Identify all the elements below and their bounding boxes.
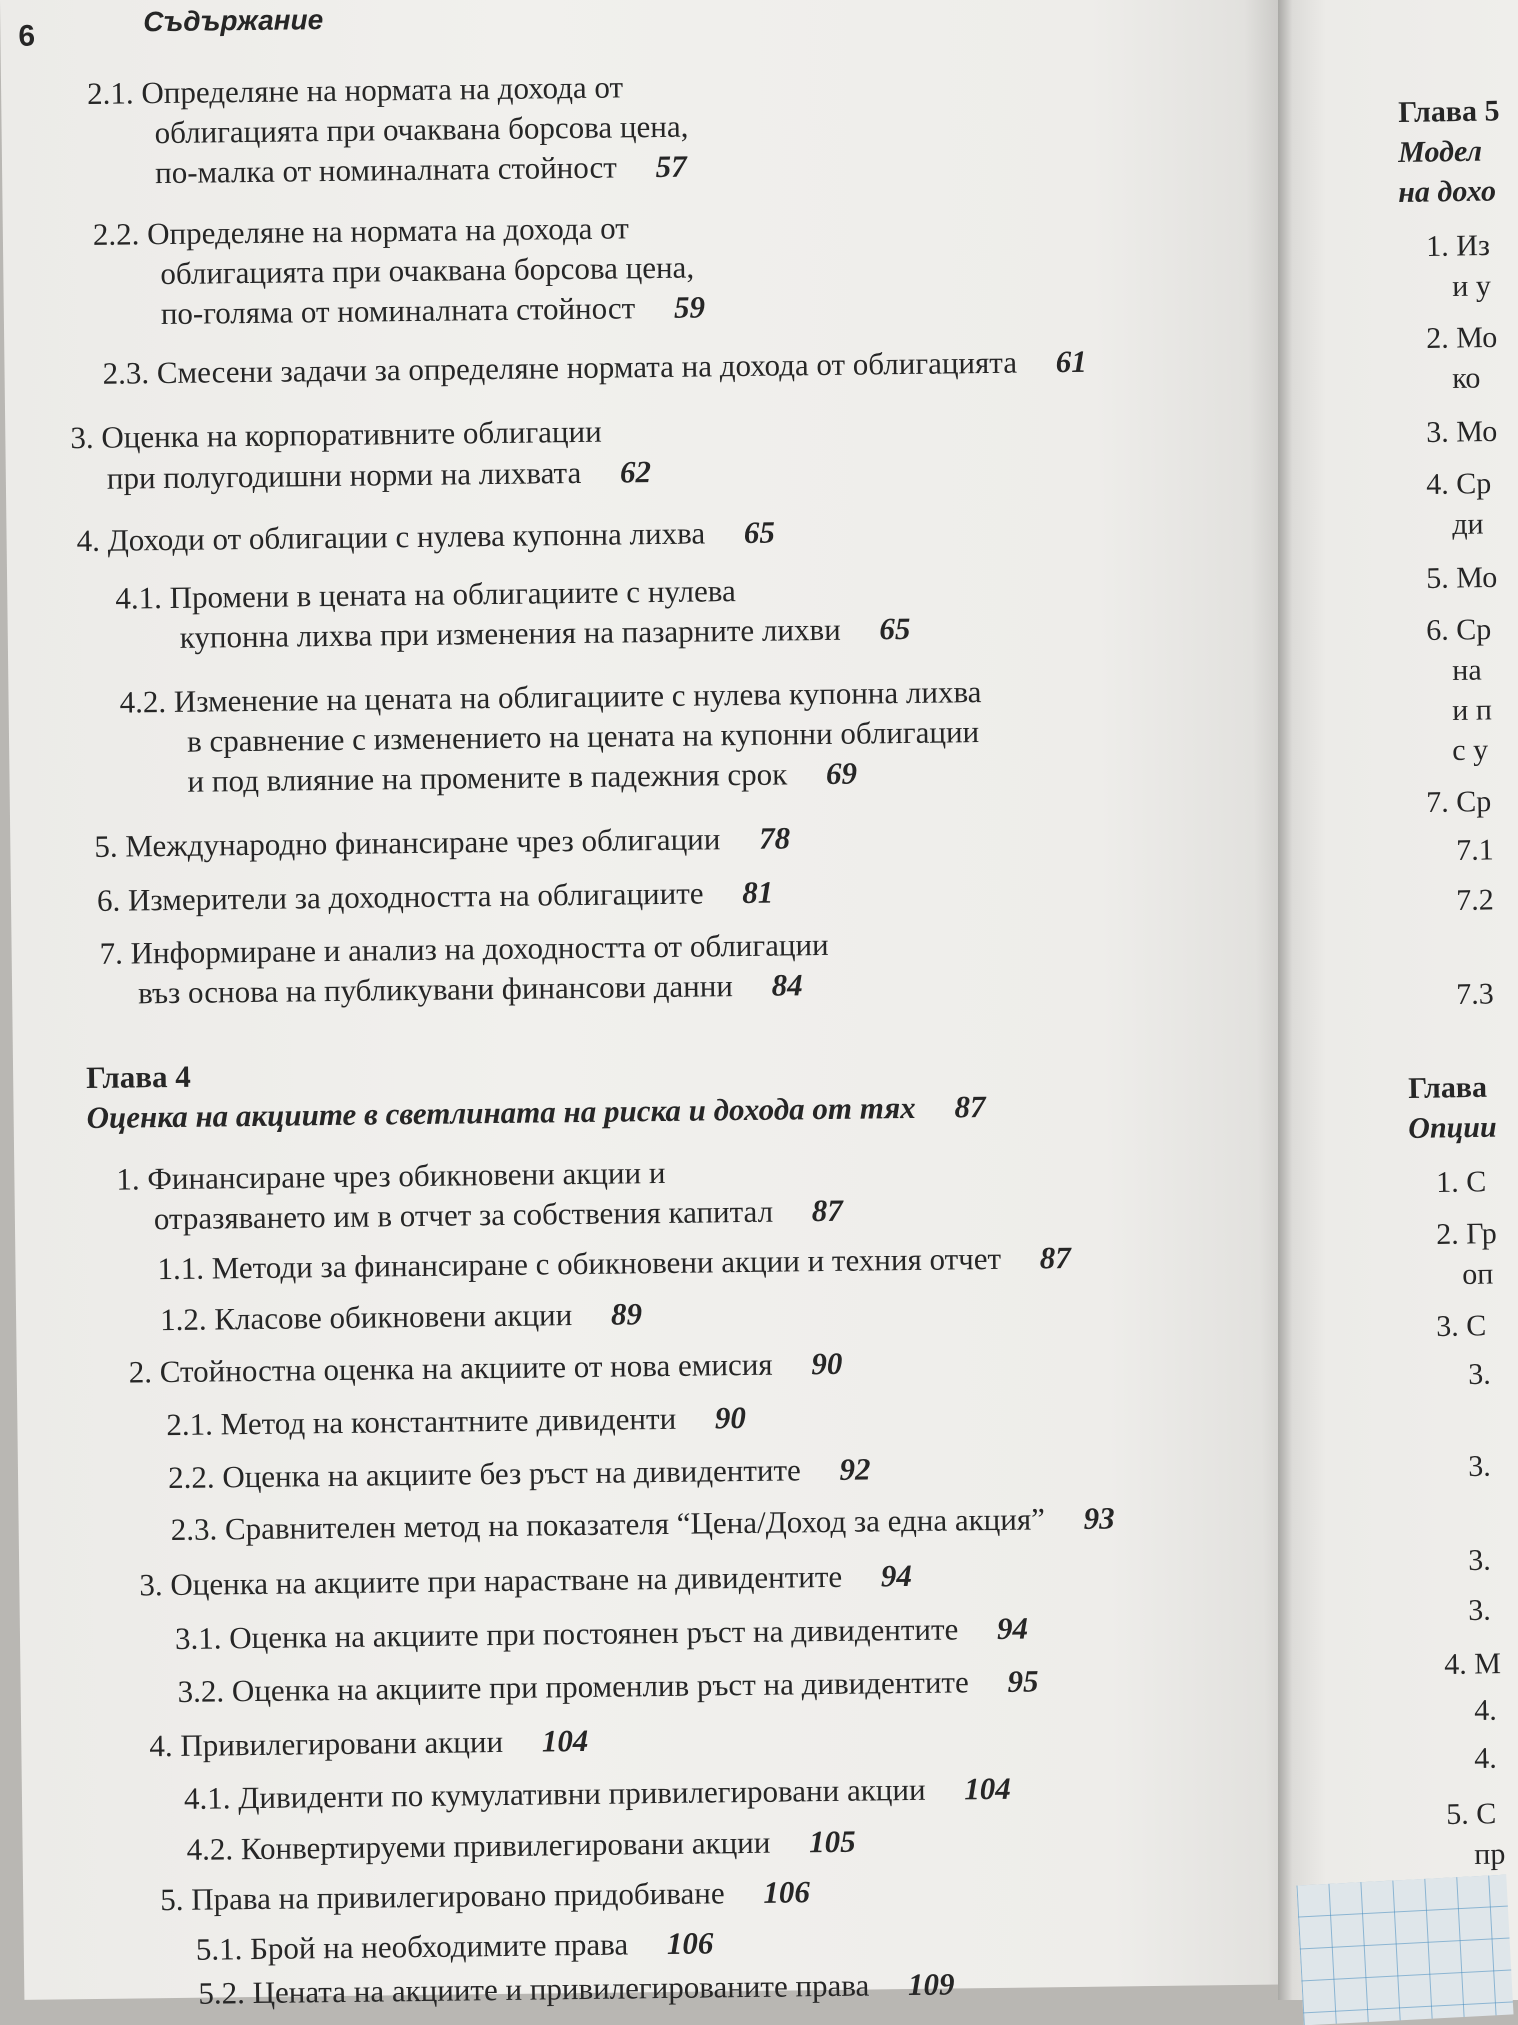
page-ref: 109: [907, 1966, 955, 2003]
toc-line: по-голяма от номиналната стойност 59: [160, 289, 706, 332]
right-toc-fragment: ко: [1452, 361, 1481, 395]
page-ref: 94: [996, 1610, 1029, 1646]
toc-line: и под влияние на промените в падежния срок 69: [187, 755, 858, 799]
page-ref: 90: [811, 1345, 843, 1382]
toc-line: 4.1. Дивиденти по кумулативни привилегировани акции 104: [183, 1770, 1011, 1816]
toc-line: 4.1. Промени в цената на облигациите с нулева: [115, 573, 736, 616]
page-ref: 90: [714, 1399, 747, 1436]
right-toc-fragment: 5. Мо: [1426, 560, 1498, 595]
page-ref: 84: [771, 967, 803, 1003]
right-toc-fragment: с у: [1452, 733, 1489, 767]
right-toc-fragment: 3.: [1468, 1449, 1492, 1483]
page-ref: 65: [743, 514, 776, 550]
toc-line: 2.1. Метод на константните дивиденти 90: [166, 1399, 747, 1443]
right-toc-fragment: 6. Ср: [1426, 612, 1492, 647]
right-toc-fragment: 4.: [1474, 1741, 1498, 1775]
toc-line: 1. Финансиране чрез обикновени акции и: [116, 1154, 666, 1197]
page-ref: 105: [808, 1823, 856, 1860]
toc-line: облигацията при очаквана борсова цена,: [160, 249, 695, 292]
right-toc-fragment: 3.: [1468, 1593, 1492, 1627]
page-ref: 106: [763, 1874, 811, 1910]
page-number: 6: [18, 19, 36, 53]
page-ref: 106: [666, 1925, 714, 1961]
right-toc-fragment: пр: [1474, 1837, 1506, 1871]
right-chapter-label: Глава 5: [1398, 94, 1500, 129]
right-toc-fragment: 7. Ср: [1426, 784, 1492, 819]
right-toc-fragment: 7.1: [1456, 833, 1495, 867]
toc-line: 5. Права на привилегировано придобиване 106: [160, 1874, 811, 1918]
right-chapter-title: Опции: [1408, 1110, 1497, 1145]
page-ref: 62: [619, 454, 652, 490]
chapter-title: Оценка на акциите в светлината на риска и дохода от тях 87: [86, 1089, 986, 1136]
page-ref: 65: [879, 610, 911, 647]
toc-line: по-малка от номиналната стойност 57: [154, 148, 687, 191]
right-chapter-title: Модел: [1398, 134, 1483, 169]
page-ref: 78: [758, 820, 791, 856]
right-toc-fragment: ди: [1452, 507, 1484, 541]
toc-line: 7. Информиране и анализ на доходността от облигации: [99, 926, 829, 971]
right-toc-fragment: и п: [1452, 693, 1493, 727]
toc-line: 3.1. Оценка на акциите при постоянен ръст на дивидентите 94: [174, 1610, 1029, 1656]
right-toc-fragment: 1. Из: [1426, 229, 1491, 263]
toc-line: 5.1. Брой на необходимите права 106: [195, 1925, 714, 1967]
page-ref: 104: [541, 1722, 589, 1759]
toc-line: 1.1. Методи за финансиране с обикновени акции и техния отчет 87: [157, 1240, 1071, 1287]
toc-line: 1.2. Класове обикновени акции 89: [159, 1296, 643, 1338]
toc-line: 4.2. Конвертируеми привилегировани акции 105: [186, 1823, 856, 1867]
toc-line: 2.3. Сравнителен метод на показателя “Цена/Доход за една акция” 93: [170, 1500, 1115, 1548]
right-toc-fragment: 3. Мо: [1426, 414, 1498, 449]
toc-line: 4. Привилегировани акции 104: [149, 1722, 589, 1764]
right-toc-fragment: 2. Гр: [1436, 1217, 1497, 1251]
right-page: [1278, 0, 1518, 2000]
toc-line: 3. Оценка на акциите при нарастване на дивидентите 94: [139, 1557, 913, 1603]
toc-line: 3.2. Оценка на акциите при променлив ръст на дивидентите 95: [177, 1663, 1039, 1709]
right-toc-fragment: 4. М: [1444, 1647, 1502, 1681]
toc-line: 2.3. Смесени задачи за определяне нормата на дохода от облигацията 61: [102, 343, 1087, 391]
right-toc-fragment: 7.2: [1456, 883, 1495, 917]
right-toc-fragment: 1. С: [1436, 1165, 1487, 1199]
right-toc-fragment: 3.: [1468, 1543, 1492, 1577]
chapter-label: Глава 4: [85, 1058, 192, 1096]
right-toc-fragment: на: [1452, 653, 1482, 687]
toc-line: облигацията при очаквана борсова цена,: [154, 108, 689, 151]
toc-line: в сравнение с изменението на цената на купонни облигации: [186, 714, 980, 759]
right-toc-fragment: и у: [1452, 269, 1492, 303]
right-toc-fragment: 7.3: [1456, 977, 1495, 1011]
toc-line: при полугодишни норми на лихвата 62: [106, 454, 652, 496]
right-toc-fragment: 4.: [1474, 1693, 1498, 1727]
page-ref: 81: [742, 874, 774, 910]
running-header-title: Съдържание: [143, 4, 324, 38]
page-ref: 89: [610, 1296, 643, 1332]
right-toc-fragment: оп: [1462, 1257, 1494, 1291]
right-chapter-label: Глава: [1408, 1070, 1488, 1105]
toc-line: 5.2. Цената на акциите и привилегированите права 109: [198, 1966, 955, 2011]
toc-line: 2.1. Определяне на нормата на дохода от: [86, 69, 624, 111]
toc-line: 4. Доходи от облигации с нулева купонна лихва 65: [76, 514, 776, 559]
page-ref: 95: [1007, 1663, 1039, 1699]
page-ref: 92: [839, 1451, 871, 1487]
toc-line: отразяването им в отчет за собствения капитал 87: [153, 1192, 844, 1237]
page-ref: 87: [1039, 1240, 1071, 1276]
page-ref: 94: [880, 1557, 913, 1594]
toc-line: купонна лихва при изменения на пазарните лихви 65: [179, 610, 911, 655]
page-ref: 104: [964, 1770, 1011, 1807]
page-ref: 69: [825, 755, 858, 791]
right-toc-fragment: 4. Ср: [1426, 466, 1492, 501]
toc-line: 5. Международно финансиране чрез облигации 78: [94, 820, 791, 864]
page-ref: 59: [673, 289, 706, 325]
page-ref: 57: [655, 148, 687, 185]
right-toc-fragment: 3.: [1468, 1357, 1492, 1391]
right-chapter-title: на дохо: [1398, 174, 1497, 209]
page-ref: 87: [954, 1089, 986, 1125]
page-ref: 61: [1055, 343, 1087, 380]
toc-line: 2. Стойностна оценка на акциите от нова емисия 90: [128, 1345, 843, 1390]
toc-line: 4.2. Изменение на цената на облигациите с нулева купонна лихва: [119, 674, 982, 720]
page-ref: 87: [811, 1192, 844, 1229]
toc-line: 6. Измерители за доходността на облигациите 81: [96, 874, 774, 918]
toc-line: въз основа на публикувани финансови данни 84: [137, 967, 803, 1011]
grid-paper-background: [1296, 1875, 1513, 2025]
toc-line: 2.2. Оценка на акциите без ръст на дивидентите 92: [167, 1451, 871, 1496]
toc-line: 3. Оценка на корпоративните облигации: [70, 413, 602, 456]
right-toc-fragment: 3. С: [1436, 1309, 1487, 1343]
toc-line: 2.2. Определяне на нормата на дохода от: [92, 210, 629, 252]
right-toc-fragment: 5. С: [1446, 1797, 1497, 1831]
page-ref: 93: [1083, 1500, 1115, 1536]
right-toc-fragment: 2. Мо: [1426, 320, 1498, 355]
